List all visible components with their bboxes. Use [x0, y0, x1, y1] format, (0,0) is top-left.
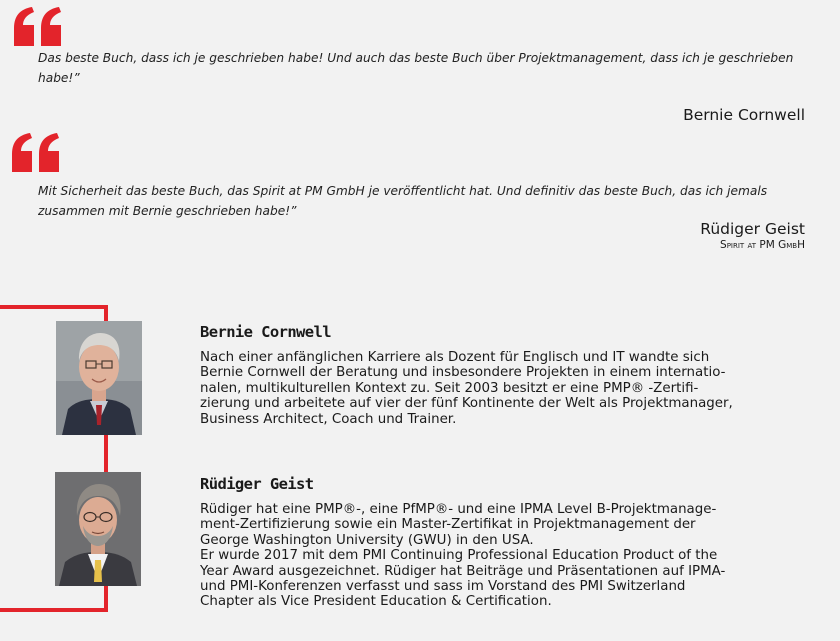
quote-text: Das beste Buch, dass ich je geschrieben habe! Und auch das beste Buch über Projektmanagement, dass ich je geschrieben habe!”: [38, 51, 794, 85]
quotation-mark-icon: [12, 6, 64, 48]
bio-text: Nach einer anfänglichen Karriere als Dozent für Englisch und IT wandte sich Bernie Cornwell der Beratung und insbesondere Projekten in einem internatio- nalen, multikulturellen Kontext zu. Seit 2003 besitzt er eine PMP® -Zertifi- zierung und arbeitete auf vier der fünf Kontinente der Welt als Projektmanager, Business Architect, Coach und Trainer.: [200, 350, 733, 427]
quotation-mark-icon: [10, 132, 62, 174]
quote-author: Rüdiger Geist: [700, 220, 805, 238]
bio-text: Rüdiger hat eine PMP®-, eine PfMP®- und eine IPMA Level B-Projektmanage- ment-Zertifizierung sowie ein Master-Zertifikat in Projektmanagement der George Washington University (GWU) in den USA. Er wurde 2017 mit dem PMI Continuing Professional Education Product of the Year Award ausgezeichnet. Rüdiger hat Beiträge und Präsentationen auf IPMA- und PMI-Konferenzen verfasst und sass im Vorstand des PMI Switzerland Chapter als Vice President Education & Certification.: [200, 502, 726, 610]
portrait-photo: [56, 321, 142, 435]
quote-text: Mit Sicherheit das beste Buch, das Spirit at PM GmbH je veröffentlicht hat. Und definitiv das beste Buch, das ich jemals zusammen mit Bernie geschrieben habe!”: [38, 184, 768, 218]
frame-line-bottom: [0, 608, 108, 612]
bio-name: Rüdiger Geist: [200, 475, 314, 493]
quote-author-company: Spirit at PM GmbH: [720, 239, 805, 251]
frame-line-top: [0, 305, 108, 309]
quote-author: Bernie Cornwell: [683, 106, 805, 124]
bio-name: Bernie Cornwell: [200, 323, 331, 341]
portrait-photo: [55, 472, 141, 586]
